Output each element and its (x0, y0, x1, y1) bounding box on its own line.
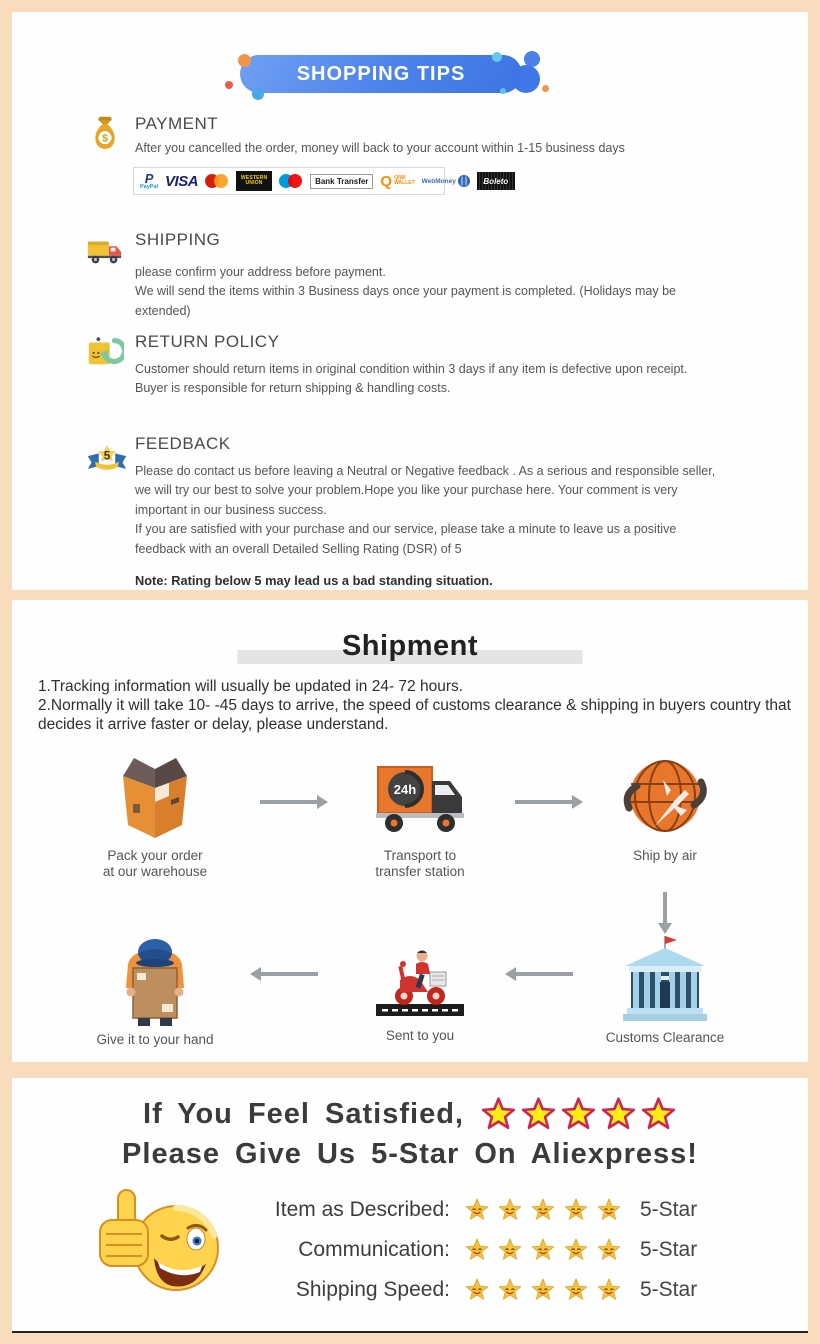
smiley-star-icon (563, 1237, 589, 1263)
delivery-truck-icon (86, 232, 124, 270)
truck-24h-icon (372, 752, 468, 842)
banner-pill (240, 55, 522, 93)
step-sent-to-you: Sent to you (335, 938, 505, 1044)
money-bag-icon (86, 112, 124, 150)
smiley-star-icon (497, 1197, 523, 1223)
return-policy-section (12, 330, 808, 410)
person-holding-box-icon (110, 930, 200, 1026)
shipping-line2: We will send the items within 3 Business days once your payment is completed. (Holidays may be extended) (135, 284, 676, 318)
payment-body: After you cancelled the order, money will back to your account within 1-15 business days (135, 141, 625, 155)
arrow-left-icon (260, 972, 318, 976)
outline-star-icon (480, 1096, 517, 1133)
outline-star-icon (520, 1096, 557, 1133)
decor-dot-cyan-small (500, 88, 506, 94)
webmoney-logo: WebMoney (422, 175, 470, 187)
rating-rows (122, 1190, 702, 1310)
satisfied-heading-line2: Please Give Us 5-Star On Aliexpress! (122, 1138, 698, 1170)
smiley-star-icon (596, 1277, 622, 1303)
webmoney-globe-icon (458, 175, 470, 187)
shipping-line1: please confirm your address before payment. (135, 265, 386, 279)
mastercard-logo (205, 173, 229, 189)
shopping-tips-banner (228, 55, 558, 105)
shipment-intro-line1: 1.Tracking information will usually be updated in 24- 72 hours. (38, 678, 464, 695)
bank-transfer-logo: Bank Transfer (310, 174, 373, 189)
smiley-star-icon (596, 1237, 622, 1263)
smiley-star-icon (530, 1277, 556, 1303)
western-union-logo: WESTERN UNION (236, 171, 272, 191)
shipping-title: SHIPPING (135, 230, 221, 249)
svg-text:5: 5 (103, 448, 111, 463)
boleto-logo: Boleto (477, 172, 515, 190)
arrow-left-icon (515, 972, 573, 976)
step-pack-order: Pack your order at our warehouse (70, 752, 240, 881)
step-transport: 24h Transport to transfer station (335, 752, 505, 881)
rating-label: Shipping Speed: (295, 1278, 450, 1301)
arrow-right-icon (260, 800, 318, 804)
rating-stars (464, 1277, 624, 1303)
feedback-para1: Please do contact us before leaving a Neutral or Negative feedback . As a serious and responsible seller, we will try our best to solve your problem.Hope you like your purchase here. Your comment is very important in our business success. (135, 464, 716, 517)
delivery-scooter-icon (372, 938, 468, 1022)
five-star-card (12, 1078, 808, 1333)
banner-blob-small (524, 51, 540, 67)
decor-dot-orange (238, 54, 251, 67)
step-give-to-hand: Give it to your hand (70, 930, 240, 1048)
svg-text:24h: 24h (393, 782, 417, 797)
rating-label: Item as Described: (274, 1198, 450, 1221)
rating-label: Communication: (298, 1238, 450, 1261)
decor-dot-orange-small (542, 85, 549, 92)
payment-methods-strip (133, 167, 509, 195)
decor-dot-blue (252, 88, 264, 100)
smiley-star-icon (497, 1277, 523, 1303)
step-ship-by-air: Ship by air (580, 752, 750, 864)
decor-dot-cyan (492, 52, 502, 62)
rating-value: 5-Star (640, 1198, 698, 1221)
visa-logo: VISA (165, 172, 199, 190)
outline-star-icon (560, 1096, 597, 1133)
decor-dot-red (225, 81, 233, 89)
feedback-title: FEEDBACK (135, 434, 231, 453)
smiley-star-icon (464, 1277, 490, 1303)
smiley-star-icon (530, 1237, 556, 1263)
feedback-section (12, 432, 808, 590)
arrow-down-icon (663, 892, 667, 924)
customs-building-icon (617, 932, 713, 1024)
smiley-star-icon (464, 1197, 490, 1223)
maestro-logo (279, 173, 303, 189)
rating-row-item-as-described (122, 1190, 702, 1230)
step-customs-clearance: Customs Clearance (580, 932, 750, 1046)
shipment-card (12, 600, 808, 1062)
payment-section (12, 112, 808, 222)
rating-row-shipping-speed (122, 1270, 702, 1310)
shipment-intro-line2: 2.Normally it will take 10- -45 days to arrive, the speed of customs clearance & shipping in buyers country that decides it arrive faster or delay, please understand. (38, 696, 791, 733)
qiwi-wallet-logo: Q QIWI WALLET (380, 172, 415, 190)
shipment-title: Shipment (341, 630, 479, 662)
outline-star-icon (640, 1096, 677, 1133)
svg-text:$: $ (102, 133, 108, 145)
return-policy-title: RETURN POLICY (135, 332, 280, 351)
paypal-logo: P PayPal (140, 170, 159, 190)
smiley-star-icon (530, 1197, 556, 1223)
banner-title: SHOPPING TIPS (296, 62, 466, 85)
five-star-ribbon-icon (86, 438, 128, 476)
return-policy-body: Customer should return items in original condition within 3 days if any item is defective upon receipt. Buyer is responsible for return shipping & handling costs. (135, 362, 688, 396)
smiley-star-icon (596, 1197, 622, 1223)
rating-value: 5-Star (640, 1278, 698, 1301)
feedback-para2: If you are satisfied with your purchase and our service, please take a minute to leave us a positive feedback with an overall Detailed Selling Rating (DSR) of 5 (135, 522, 677, 556)
rating-value: 5-Star (640, 1238, 698, 1261)
rating-row-communication (122, 1230, 702, 1270)
satisfied-heading-line1: If You Feel Satisfied, (143, 1098, 464, 1130)
globe-plane-icon (619, 752, 711, 842)
outline-star-icon (600, 1096, 637, 1133)
arrow-right-icon (515, 800, 573, 804)
feedback-note: Note: Rating below 5 may lead us a bad standing situation. (135, 572, 493, 588)
smiley-star-icon (497, 1237, 523, 1263)
smiley-star-icon (464, 1237, 490, 1263)
shopping-tips-card (12, 12, 808, 590)
rating-stars (464, 1197, 624, 1223)
smiley-star-icon (563, 1277, 589, 1303)
return-box-icon (86, 332, 124, 370)
heading-stars (480, 1096, 677, 1133)
shipping-section (12, 228, 808, 318)
payment-title: PAYMENT (135, 114, 219, 133)
rating-stars (464, 1237, 624, 1263)
open-box-icon (109, 752, 201, 842)
smiley-star-icon (563, 1197, 589, 1223)
